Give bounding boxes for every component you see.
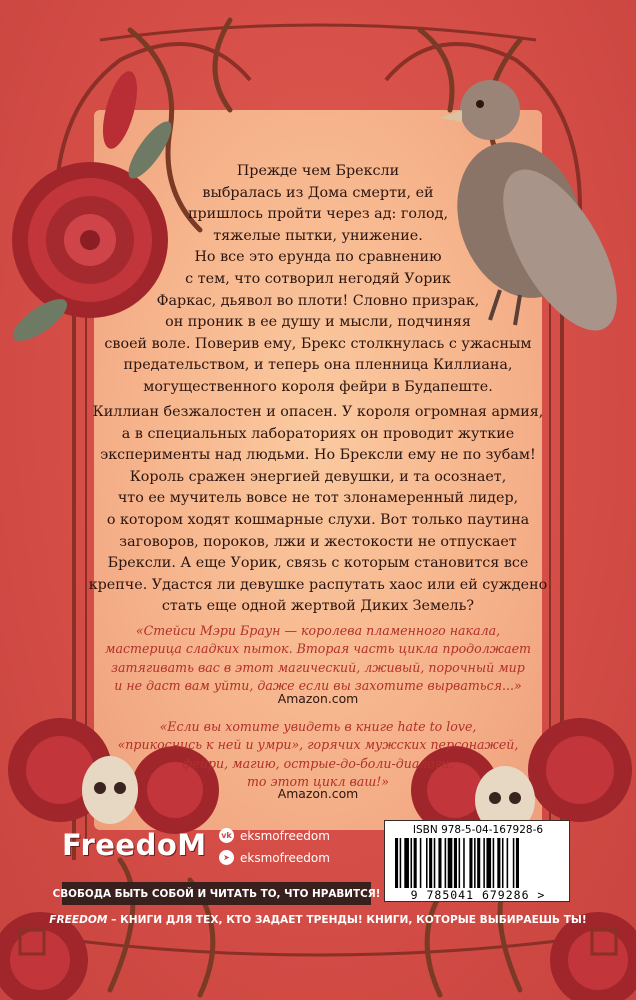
social-link-vk[interactable] bbox=[219, 828, 330, 843]
text-line: пришлось пройти через ад: голод, bbox=[187, 206, 449, 223]
quote-line: мастерица сладких пыток. Вторая часть цикла продолжает bbox=[105, 641, 531, 657]
barcode-bar bbox=[474, 838, 476, 888]
social-link-telegram[interactable] bbox=[219, 850, 330, 865]
barcode-bar bbox=[454, 838, 457, 888]
text-line: своей воле. Поверив ему, Брекс столкнулась с ужасным bbox=[104, 335, 532, 352]
barcode-bar bbox=[483, 838, 485, 888]
text-line: Прежде чем Брексли bbox=[236, 163, 400, 179]
barcode-bar bbox=[516, 838, 519, 888]
barcode-bar bbox=[445, 838, 447, 888]
text-line: эксперименты над людьми. Но Брексли ему не по зубам! bbox=[100, 447, 536, 464]
isbn-barcode bbox=[384, 820, 570, 902]
barcode-bar bbox=[438, 838, 441, 888]
barcode-bar bbox=[395, 838, 398, 888]
barcode-bar bbox=[477, 838, 480, 888]
text-line: крепче. Удастся ли девушке распутать хаос или ей суждено bbox=[88, 576, 548, 593]
review-source-2: Amazon.com bbox=[277, 786, 359, 801]
quote-line: «прикоснись к ней и умри», горячих мужских персонажей, bbox=[117, 737, 519, 753]
freedom-logo: FreedoM bbox=[62, 828, 207, 862]
barcode-bar bbox=[429, 838, 432, 888]
vk-icon: vk bbox=[219, 828, 234, 843]
barcode-bar bbox=[426, 838, 428, 888]
quote-line: затягивать вас в этот магический, лживый, порочный мир bbox=[111, 659, 525, 675]
barcode-bar bbox=[414, 838, 417, 888]
review-source-1: Amazon.com bbox=[277, 691, 359, 706]
barcode-bar bbox=[493, 838, 495, 888]
text-line: Король сражен энергией девушки, и та осознает, bbox=[129, 468, 507, 485]
text-line: Фаркас, дьявол во плоти! Словно призрак, bbox=[156, 292, 480, 309]
text-line: тяжелые пытки, унижение. bbox=[213, 227, 423, 244]
description-paragraph-1 bbox=[0, 161, 636, 399]
tagline-text: – КНИГИ ДЛЯ ТЕХ, КТО ЗАДАЕТ ТРЕНДЫ! КНИГИ, КОТОРЫЕ ВЫБИРАЕШЬ ТЫ! bbox=[107, 914, 587, 926]
barcode-bar bbox=[486, 838, 491, 888]
quote-line: фейри, магию, острые-до-боли-диалоги, bbox=[182, 755, 454, 771]
text-line: предательством, и теперь она пленница Киллиана, bbox=[123, 357, 513, 374]
text-line: Киллиан безжалостен и опасен. У короля огромная армия, bbox=[92, 404, 544, 420]
text-line: могущественного короля фейри в Будапеште. bbox=[143, 378, 493, 395]
barcode-bar bbox=[513, 838, 515, 888]
social-handle: eksmofreedom bbox=[240, 850, 330, 865]
quote-line: «Если вы хотите увидеть в книге hate to love, bbox=[159, 719, 477, 734]
barcode-bar bbox=[434, 838, 436, 888]
social-handle: eksmofreedom bbox=[240, 828, 330, 843]
barcode-digits: 9 785041 679286 > bbox=[410, 888, 546, 902]
text-line: Брексли. А еще Уорик, связь с которым становится все bbox=[107, 555, 529, 572]
slogan-banner: СВОБОДА БЫТЬ СОБОЙ И ЧИТАТЬ ТО, ЧТО НРАВИТСЯ! bbox=[62, 882, 371, 905]
barcode-bar bbox=[448, 838, 453, 888]
barcode-bar bbox=[502, 838, 504, 888]
barcode-bar bbox=[507, 838, 509, 888]
barcode-bar bbox=[459, 838, 461, 888]
publisher-tagline bbox=[0, 914, 636, 926]
text-line: заговоров, пороков, лжи и жестокости не отпускает bbox=[119, 533, 517, 550]
barcode-bar bbox=[400, 838, 402, 888]
text-line: Но все это ерунда по сравнению bbox=[194, 249, 442, 266]
text-line: что ее мучитель вовсе не тот злонамеренный лидер, bbox=[117, 490, 519, 507]
isbn-number: ISBN 978-5-04-167928-6 bbox=[412, 824, 544, 836]
text-line: а в специальных лабораториях он проводит жуткие bbox=[121, 425, 515, 442]
telegram-icon: ➤ bbox=[219, 850, 234, 865]
barcode-bar bbox=[411, 838, 413, 888]
barcode-bar bbox=[469, 838, 472, 888]
review-quote-1 bbox=[0, 622, 636, 696]
barcode-bar bbox=[420, 838, 422, 888]
description-paragraph-2 bbox=[0, 402, 636, 618]
tagline-brand: FREEDOM bbox=[49, 914, 108, 926]
text-line: он проник в ее душу и мысли, подчиняя bbox=[165, 314, 471, 331]
quote-line: «Стейси Мэри Браун — королева пламенного накала, bbox=[135, 623, 501, 638]
text-line: с тем, что сотворил негодяй Уорик bbox=[185, 270, 451, 287]
barcode-bar bbox=[404, 838, 409, 888]
text-line: о котором ходят кошмарные слухи. Вот только паутина bbox=[106, 511, 530, 528]
quote-line: то этот цикл ваш!» bbox=[246, 774, 390, 790]
quote-line: и не даст вам уйти, даже если вы захотите вырваться...» bbox=[114, 678, 522, 694]
barcode-bar bbox=[463, 838, 465, 888]
text-line: стать еще одной жертвой Диких Земель? bbox=[161, 598, 475, 615]
barcode-bars bbox=[395, 838, 561, 888]
review-quote-2 bbox=[0, 718, 636, 792]
text-line: выбралась из Дома смерти, ей bbox=[202, 184, 434, 201]
barcode-bar bbox=[497, 838, 500, 888]
